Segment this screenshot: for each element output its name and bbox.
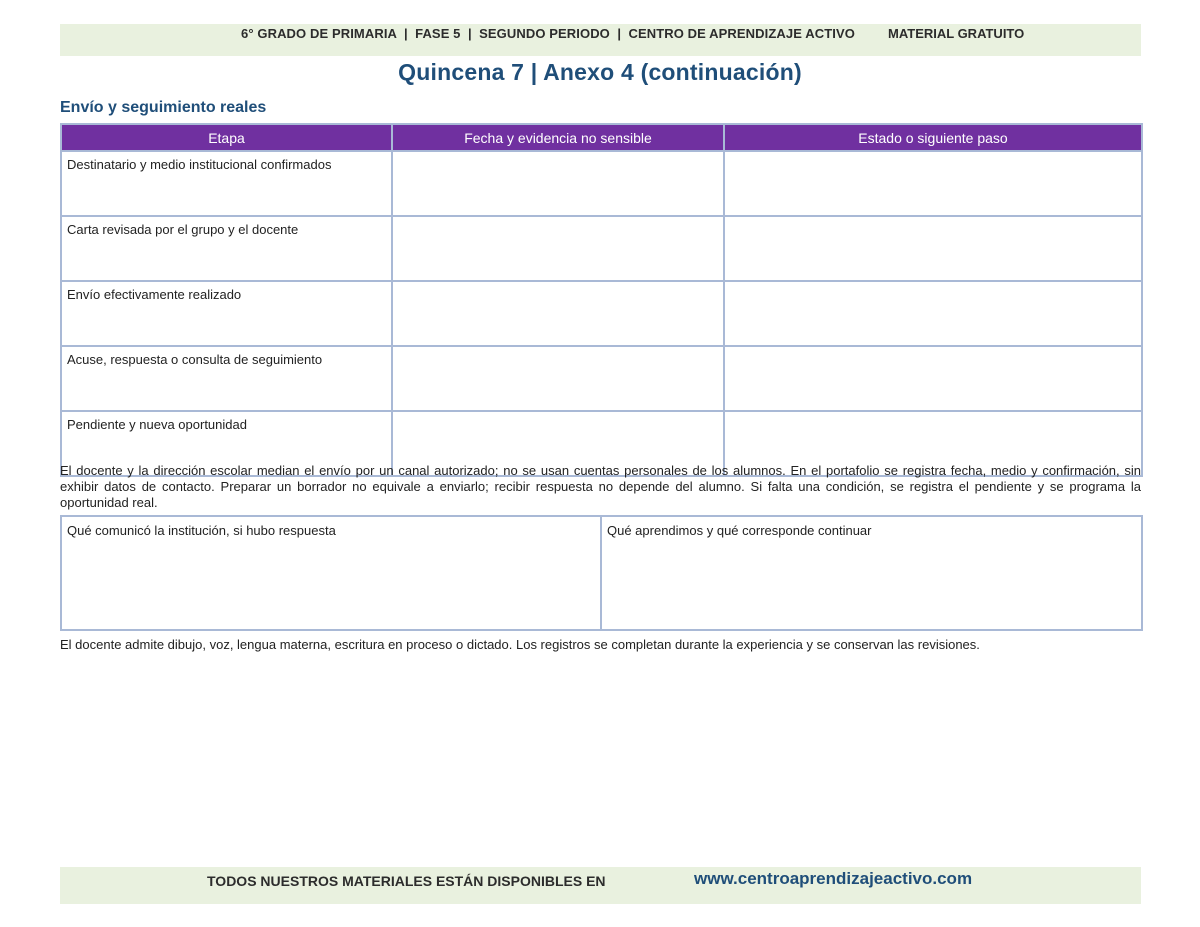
reflection-table [60, 515, 1143, 631]
header-band [60, 24, 1141, 56]
status-cell[interactable] [724, 346, 1142, 411]
institution-response-box[interactable]: Qué comunicó la institución, si hubo respuesta [61, 516, 601, 630]
date-evidence-cell[interactable] [392, 216, 724, 281]
stage-cell: Acuse, respuesta o consulta de seguimiento [61, 346, 392, 411]
table-row [61, 281, 1142, 346]
status-cell[interactable] [724, 151, 1142, 216]
footer-website-link[interactable]: www.centroaprendizajeactivo.com [694, 869, 973, 888]
table-row [61, 346, 1142, 411]
reflection-row [61, 516, 1142, 630]
footer-band [60, 867, 1141, 904]
status-cell[interactable] [724, 216, 1142, 281]
learning-next-steps-box[interactable]: Qué aprendimos y qué corresponde continuar [601, 516, 1142, 630]
table-row [61, 151, 1142, 216]
table-row [61, 216, 1142, 281]
stage-cell: Destinatario y medio institucional confirmados [61, 151, 392, 216]
section-title: Envío y seguimiento reales [60, 99, 267, 116]
page-title: Quincena 7 | Anexo 4 (continuación) [398, 59, 802, 85]
date-evidence-cell[interactable] [392, 346, 724, 411]
status-cell[interactable] [724, 281, 1142, 346]
date-evidence-cell[interactable] [392, 281, 724, 346]
date-evidence-cell[interactable] [392, 151, 724, 216]
header-free-material: MATERIAL GRATUITO [888, 26, 1025, 41]
stage-cell: Carta revisada por el grupo y el docente [61, 216, 392, 281]
stage-cell: Pendiente y nueva oportunidad [61, 411, 392, 476]
header-date-evidence: Fecha y evidencia no sensible [392, 124, 724, 151]
tracking-header-row [61, 124, 1142, 151]
teacher-note: El docente admite dibujo, voz, lengua materna, escritura en proceso o dictado. Los registros se completan durante la experiencia y se conservan las revisiones. [60, 637, 980, 652]
header-info: 6° GRADO DE PRIMARIA | FASE 5 | SEGUNDO PERIODO | CENTRO DE APRENDIZAJE ACTIVO [241, 26, 855, 41]
sending-policy-note: El docente y la dirección escolar median el envío por un canal autorizado; no se usan cuentas personales de los alumnos. En el portafolio se registra fecha, medio y confirmación, sin exhibir datos de contacto. Preparar un borrador no equivale a enviarlo; recibir respuesta no depende del alumno. Si falta una condición, se registra el pendiente y se programa la oportunidad real. [60, 463, 1141, 510]
header-status: Estado o siguiente paso [724, 124, 1142, 151]
tracking-table [60, 123, 1143, 477]
footer-label: TODOS NUESTROS MATERIALES ESTÁN DISPONIBLES EN [207, 873, 606, 889]
stage-cell: Envío efectivamente realizado [61, 281, 392, 346]
header-stage: Etapa [61, 124, 392, 151]
